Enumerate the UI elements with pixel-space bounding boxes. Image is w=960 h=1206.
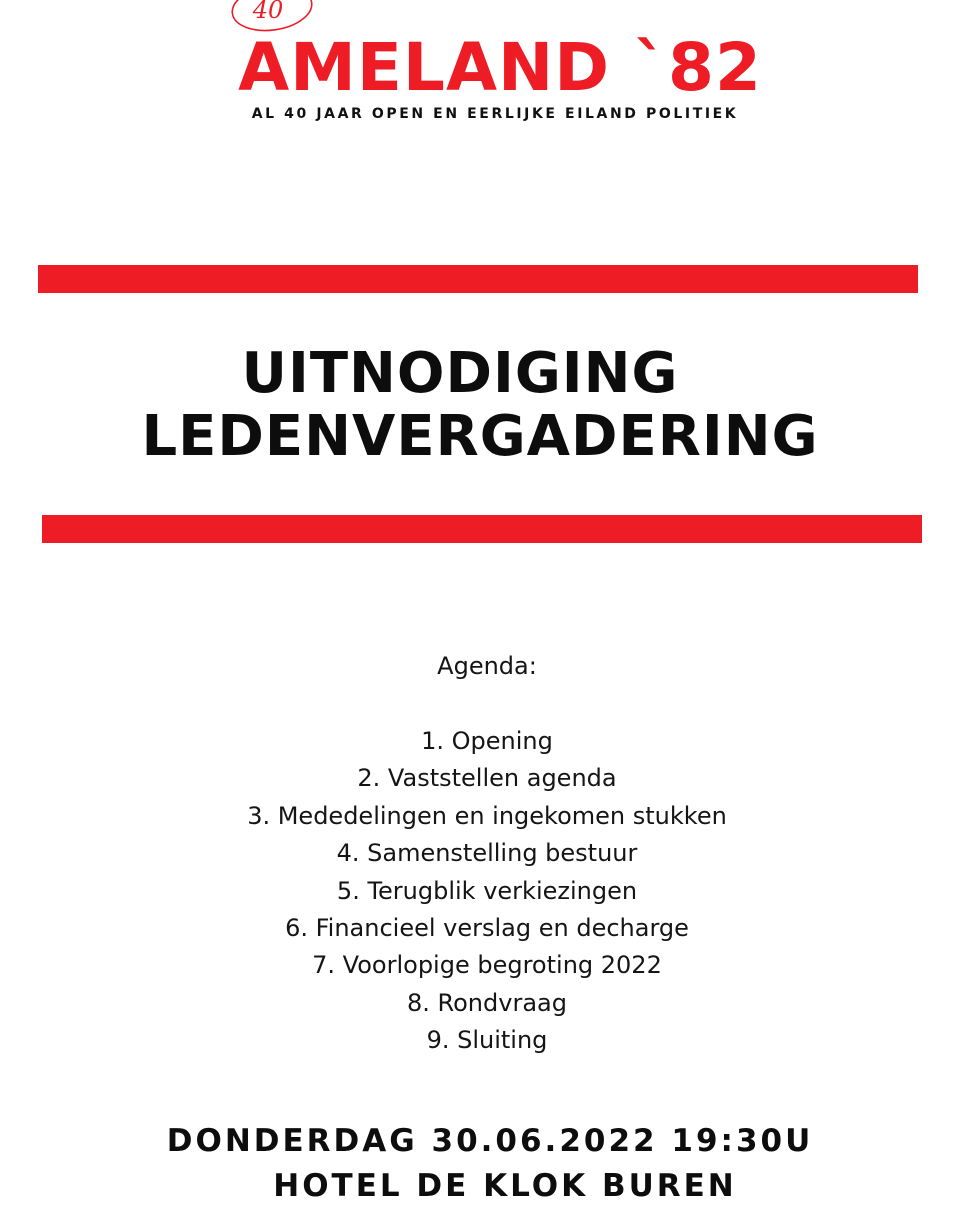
party-tagline: AL 40 JAAR OPEN EN EERLIJKE EILAND POLITIEK <box>251 106 739 122</box>
agenda-item-rondvraag: 8. Rondvraag <box>407 988 567 1017</box>
event-datetime: DONDERDAG 30.06.2022 19:30U <box>166 1123 814 1159</box>
invitation-heading-line2: LEDENVERGADERING <box>141 404 819 469</box>
event-venue: HOTEL DE KLOK BUREN <box>273 1168 737 1204</box>
agenda-list <box>14 723 960 1060</box>
agenda-section <box>0 648 960 1060</box>
agenda-item-samenstelling-bestuur: 4. Samenstelling bestuur <box>336 839 638 868</box>
agenda-item-mededelingen: 3. Mededelingen en ingekomen stukken <box>247 801 727 830</box>
party-logo-title: AMELAND `82 <box>238 29 762 106</box>
agenda-label: Agenda: <box>437 652 537 680</box>
agenda-item-sluiting: 9. Sluiting <box>426 1026 548 1055</box>
badge-text: 40 <box>252 0 284 24</box>
red-divider-top <box>38 265 918 293</box>
agenda-item-vaststellen-agenda: 2. Vaststellen agenda <box>357 764 617 793</box>
agenda-item-financieel-verslag: 6. Financieel verslag en decharge <box>285 913 689 942</box>
agenda-item-terugblik-verkiezingen: 5. Terugblik verkiezingen <box>336 876 638 905</box>
agenda-item-voorlopige-begroting: 7. Voorlopige begroting 2022 <box>312 951 662 980</box>
red-divider-bottom <box>42 515 922 543</box>
agenda-item-opening: 1. Opening <box>421 727 553 755</box>
invitation-heading-line1: UITNODIGING <box>241 341 679 406</box>
